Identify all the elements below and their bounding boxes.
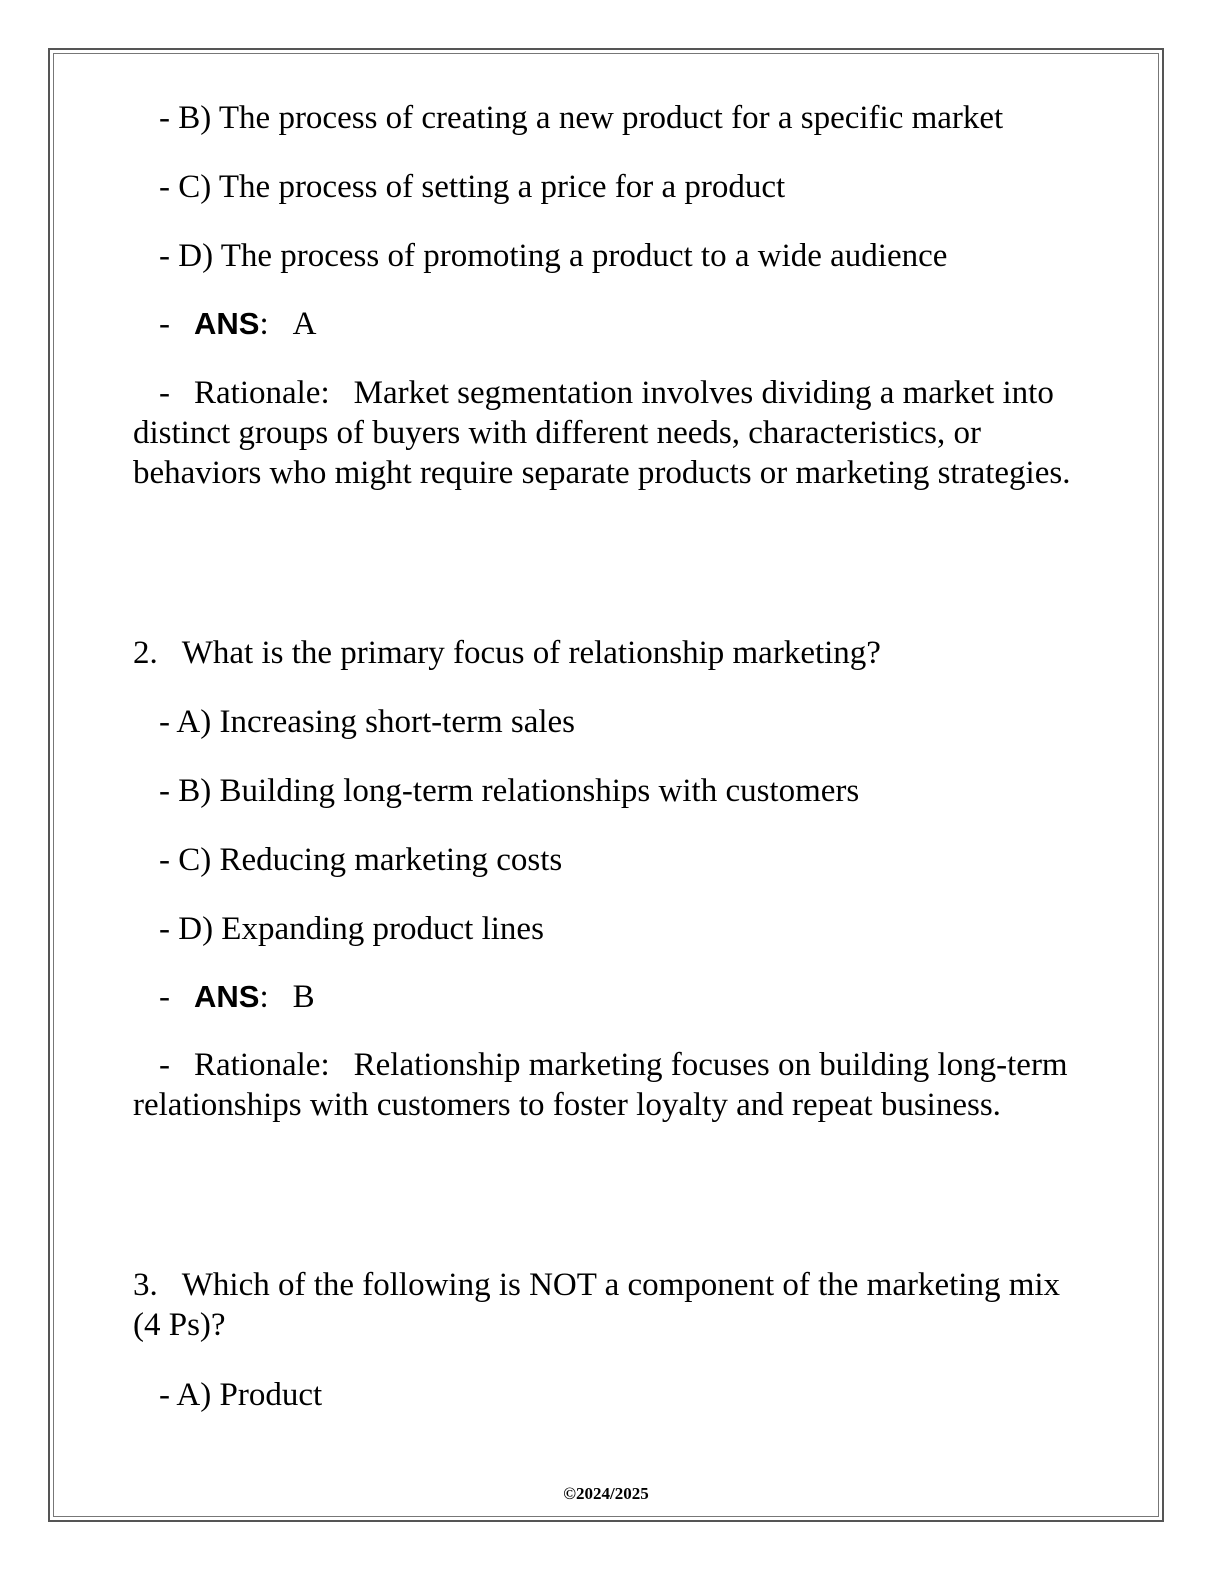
q1-answer-dash: - [159,306,170,342]
q2-question [133,633,881,673]
q1-answer-colon: : [259,306,269,342]
q1-rationale-label: Rationale: [194,375,330,411]
q1-rationale-dash: - [159,375,170,411]
q3-question [133,1265,1093,1345]
q2-rationale [133,1045,1093,1125]
q2-option-b: - B) Building long-term relationships with customers [159,773,860,809]
q1-answer-label: ANS [194,306,260,341]
q1-answer-value: A [292,306,317,342]
q2-option-d: - D) Expanding product lines [159,911,544,947]
q2-rationale-text: Relationship marketing focuses on building long-term relationships with customers to foster loyalty and repeat business. [133,1047,1068,1123]
q2-rationale-dash: - [159,1047,170,1083]
q2-option-c: - C) Reducing marketing costs [159,842,563,878]
q2-option-a: - A) Increasing short-term sales [159,704,576,740]
q3-option-a: - A) Product [159,1377,323,1413]
q1-rationale-text: Market segmentation involves dividing a market into distinct groups of buyers with different needs, characteristics, or behaviors who might require separate products or marketing strategies. [133,375,1071,491]
q2-number: 2. [133,635,158,671]
q2-answer-value: B [292,979,315,1015]
q2-answer-label: ANS [194,979,260,1014]
footer-copyright: ©2024/2025 [563,1484,649,1503]
q3-question-text: Which of the following is NOT a component of the marketing mix (4 Ps)? [133,1267,1061,1343]
q2-answer [159,977,315,1017]
q2-rationale-label: Rationale: [194,1047,330,1083]
q2-answer-colon: : [259,979,269,1015]
q2-answer-dash: - [159,979,170,1015]
q1-rationale [133,373,1093,493]
q1-answer [159,304,316,344]
q1-option-c: - C) The process of setting a price for a product [159,169,786,205]
q2-question-text: What is the primary focus of relationship marketing? [181,635,881,671]
q3-number: 3. [133,1267,158,1303]
q1-option-d: - D) The process of promoting a product to a wide audience [159,238,948,274]
q1-option-b: - B) The process of creating a new product for a specific market [159,100,1004,136]
